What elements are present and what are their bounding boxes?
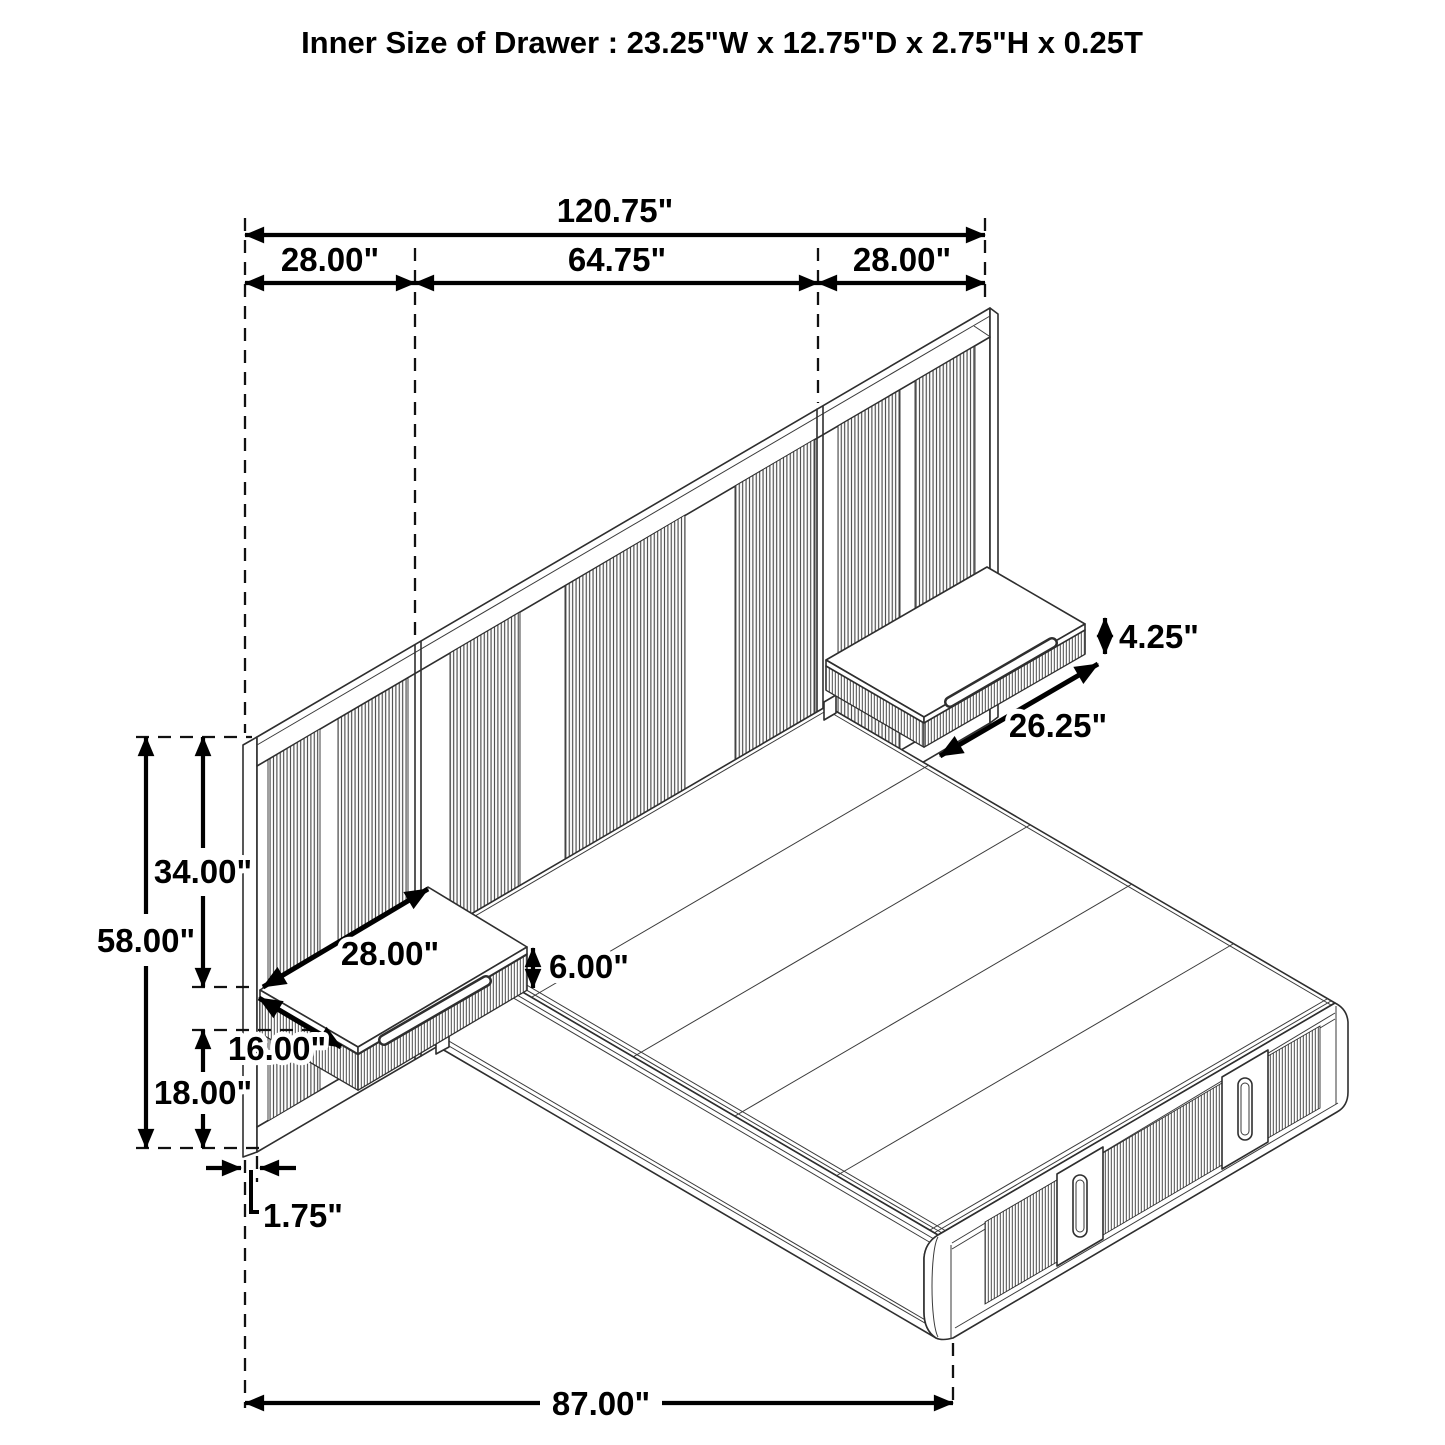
drawer-pull-handle[interactable] <box>1073 1175 1087 1237</box>
dim-label-top-to-nightstand: 34.00" <box>153 853 253 890</box>
dim-label-bed-length: 87.00" <box>551 1385 651 1422</box>
dim-label-right-nightstand-height: 4.25" <box>1119 618 1199 655</box>
dim-label-right-nightstand-width: 26.25" <box>1008 707 1108 744</box>
dim-label-right-section: 28.00" <box>852 241 952 278</box>
dim-label-nightstand-to-floor: 18.00" <box>153 1074 253 1111</box>
dim-label-center-section: 64.75" <box>567 241 667 278</box>
dim-label-panel-height: 58.00" <box>96 922 196 959</box>
dim-label-nightstand-depth: 16.00" <box>227 1030 327 1067</box>
dim-label-nightstand-width: 28.00" <box>340 935 440 972</box>
drawer-pull-handle[interactable] <box>1238 1078 1252 1140</box>
dim-label-overall-width: 120.75" <box>556 192 674 229</box>
dim-label-base-thickness: 1.75" <box>263 1197 343 1234</box>
dim-label-nightstand-height: 6.00" <box>549 948 629 985</box>
page-title: Inner Size of Drawer : 23.25"W x 12.75"D x 2.75"H x 0.25T <box>301 25 1143 60</box>
dim-label-left-section: 28.00" <box>280 241 380 278</box>
